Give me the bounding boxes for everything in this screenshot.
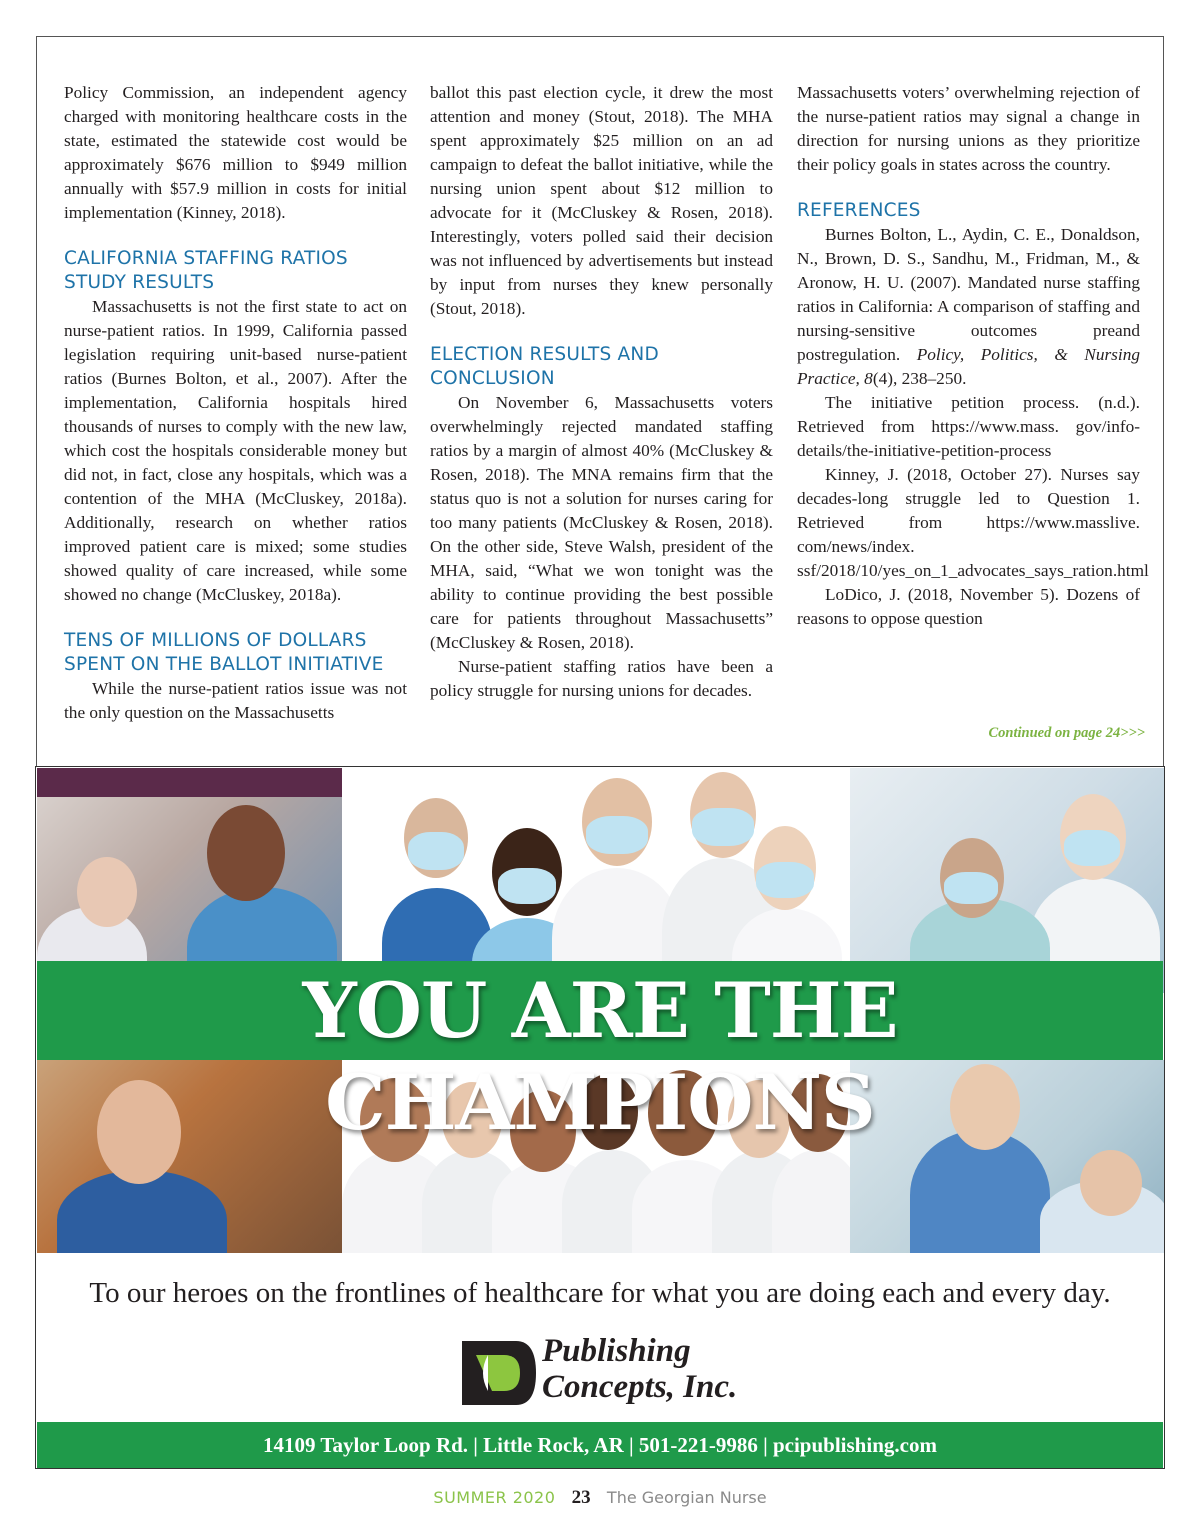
article-column-2 xyxy=(430,81,773,703)
logo-line-2: Concepts, Inc. xyxy=(542,1369,738,1405)
section-heading: ELECTION RESULTS AND CONCLUSION xyxy=(430,344,659,389)
reference-item xyxy=(797,223,1140,391)
paragraph: Massachusetts is not the first state to act on nurse-patient ratios. In 1999, California passed legislation requiring unit-based nurse-patient ratios (Burnes Bolton, et al., 2007). After the implementation, California hospitals hired thousands of nurses to comply with the new law, which cost the hospitals considerable money but did not, in fact, close any hospitals, which was a contention of the MHA (McCluskey, 2018a). Additionally, research on whether ratios improved patient care is mixed; some studies showed quality of care increased, while some showed no change (McCluskey, 2018a). xyxy=(64,297,407,604)
continued-link[interactable]: Continued on page 24>>> xyxy=(988,725,1145,741)
page-number: 23 xyxy=(571,1487,591,1508)
paragraph: On November 6, Massachusetts voters overwhelmingly rejected mandated staffing ratios by a margin of almost 40% (McCluskey & Rosen, 2018). The MNA remains firm that the status quo is not a solution for nurses caring for too many patients (McCluskey & Rosen, 2018). On the other side, Steve Walsh, president of the MHA, said, “What we won tonight was the ability to continue providing the best possible care for patients throughout Massachusetts” (McCluskey & Rosen, 2018). xyxy=(430,393,773,652)
reference-text: Burnes Bolton, L., Aydin, C. E., Donaldson, N., Brown, D. S., Sandhu, M., Fridman, M., & Aronow, H. U. (2007). Mandated nurse staffing ratios in California: A comparison of staffing and nursing-sensitive outcomes preand postregulation. xyxy=(797,225,1140,364)
reference-item: The initiative petition process. (n.d.). Retrieved from https://www.mass. gov/info-details/the-initiative-petition-process xyxy=(797,393,1140,460)
reference-item: Kinney, J. (2018, October 27). Nurses say decades-long struggle led to Question 1. Retrieved from https://www.masslive. com/news/index. ssf/2018/10/yes_on_1_advocates_says_ration.html xyxy=(797,465,1149,580)
photo-banner xyxy=(37,768,342,797)
issue-season: SUMMER 2020 xyxy=(433,1488,556,1507)
section-heading: TENS OF MILLIONS OF DOLLARS SPENT ON THE BALLOT INITIATIVE xyxy=(64,630,384,675)
page-footer xyxy=(0,1486,1200,1510)
article-column-3 xyxy=(797,81,1149,631)
section-heading: CALIFORNIA STAFFING RATIOS STUDY RESULTS xyxy=(64,248,348,293)
article-box xyxy=(36,36,1164,766)
ad-tagline: To our heroes on the frontlines of healthcare for what you are doing each and every day. xyxy=(89,1277,1111,1309)
paragraph: ballot this past election cycle, it drew the most attention and money (Stout, 2018). The MHA spent approximately $25 million on an ad campaign to defeat the ballot initiative, while the nursing union spent about $12 million to advocate for it (McCluskey & Rosen, 2018). Interestingly, voters polled said their decision was not influenced by advertisements but instead by input from nurses they knew personally (Stout, 2018). xyxy=(430,83,773,318)
contact-bar[interactable]: 14109 Taylor Loop Rd. | Little Rock, AR | 501-221-9986 | pcipublishing.com xyxy=(37,1422,1163,1469)
paragraph: Nurse-patient staffing ratios have been a policy struggle for nursing unions for decades. xyxy=(430,657,773,700)
logo-wordmark xyxy=(542,1333,737,1405)
reference-text: (4), 238–250. xyxy=(872,369,967,388)
photo-doctor-with-patient xyxy=(850,768,1164,993)
paragraph: While the nurse-patient ratios issue was not the only question on the Massachusetts xyxy=(64,679,407,722)
article-column-1 xyxy=(64,81,407,725)
magazine-title: The Georgian Nurse xyxy=(606,1488,767,1507)
paragraph: Policy Commission, an independent agency charged with monitoring healthcare costs in the state, estimated the statewide cost would be approximately $676 million to $949 million annually with $57.9 million in costs for initial implementation (Kinney, 2018). xyxy=(64,83,407,222)
reference-journal: Policy, Politics, & Nursing Practice, 8 xyxy=(797,345,1140,388)
paragraph: Massachusetts voters’ overwhelming rejection of the nurse-patient ratios may signal a change in direction for nursing unions as they prioritize their policy goals in states across the country. xyxy=(797,83,1140,174)
reference-item: LoDico, J. (2018, November 5). Dozens of reasons to oppose question xyxy=(797,585,1140,628)
logo-line-1: Publishing xyxy=(542,1333,691,1369)
photo-medical-team-masked xyxy=(342,768,850,993)
advertisement xyxy=(35,766,1165,1469)
section-heading: REFERENCES xyxy=(797,200,921,221)
ad-headline: YOU ARE THE CHAMPIONS xyxy=(302,966,898,1147)
